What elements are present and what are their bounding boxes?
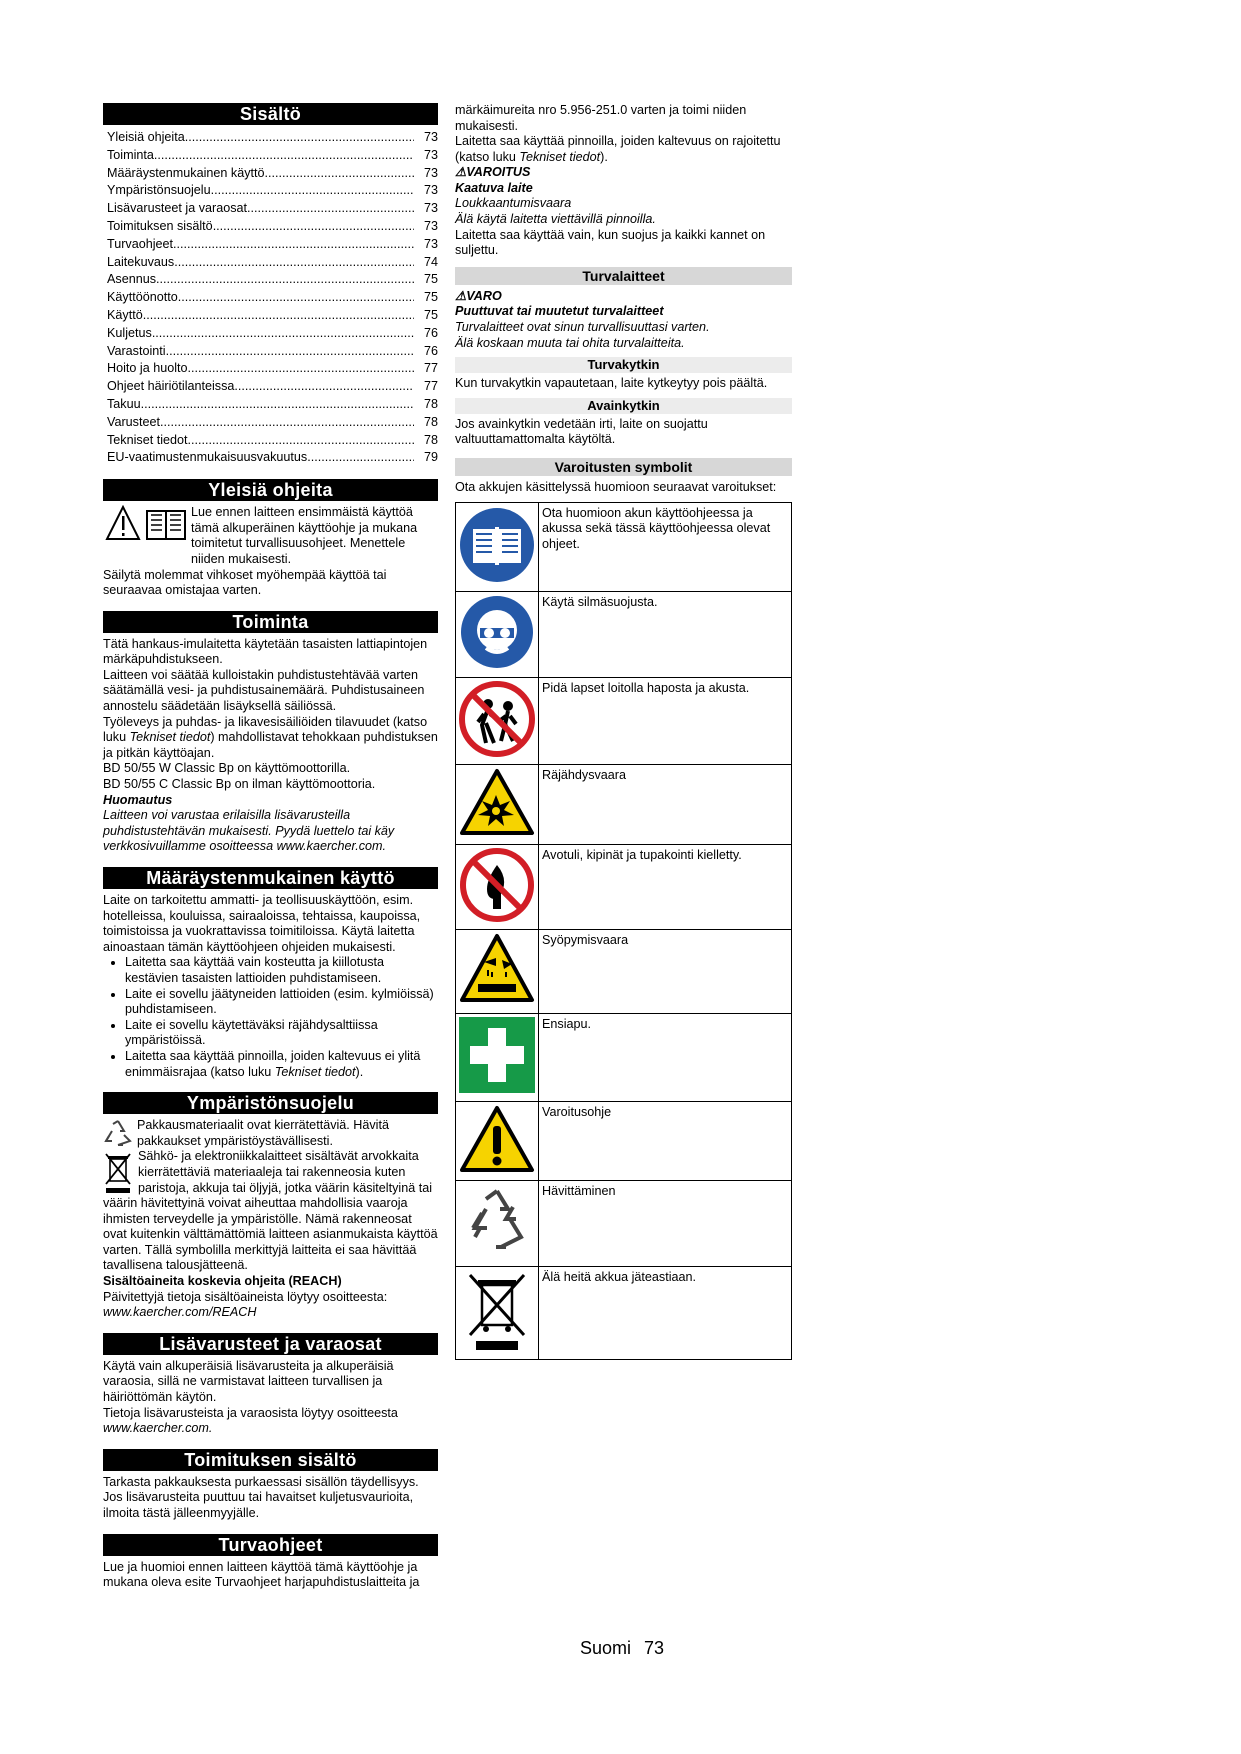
toc-entry-label: Takuu	[107, 396, 141, 411]
warning-read-manual-icon	[105, 505, 191, 543]
caution-title: Puuttuvat tai muutetut turvalaitteet	[455, 304, 664, 319]
general-heading: Yleisiä ohjeita	[103, 479, 438, 501]
toc-entry-label: Hoito ja huolto	[107, 361, 188, 376]
safety-p2-end: ).	[600, 149, 608, 164]
warning-symbols-heading: Varoitusten symbolit	[455, 458, 792, 476]
symbol-cell	[456, 1266, 539, 1360]
function-paragraph-2: Laitteen voi säätää kulloistakin puhdistustehtävää varten säätämällä vesi- ja puhdistusainemäärä. Puhdistusaineen annostelu säädetään lisäyksellä säiliössä.	[103, 667, 425, 714]
toc-entry-label: Tekniset tiedot	[107, 432, 188, 447]
toc-entry-label: Määräystenmukainen käyttö	[107, 165, 265, 180]
accessories-heading: Lisävarusteet ja varaosat	[103, 1333, 438, 1355]
toc-leader-dots	[174, 254, 414, 272]
intended-use-heading: Määräystenmukainen käyttö	[103, 867, 438, 889]
intended-bullet-1: • Laitetta saa käyttää vain kosteutta ja kiillotusta kestävien tasaisten lattioiden puhdistamiseen.	[125, 955, 438, 986]
toc-leader-dots	[173, 236, 414, 254]
safety-p2-reference: Tekniset tiedot	[519, 149, 601, 164]
toc-entry[interactable]	[107, 307, 438, 325]
toc-heading: Sisältö	[103, 103, 438, 125]
recycling-icon	[456, 1181, 538, 1261]
intended-bullet-list	[103, 955, 438, 1080]
symbol-text: Pidä lapset loitolla haposta ja akusta.	[539, 677, 792, 765]
toc-entry[interactable]	[107, 182, 438, 200]
toc-entry-page: 77	[423, 361, 438, 376]
toc-entry[interactable]	[107, 325, 438, 343]
reach-title: Sisältöaineita koskevia ohjeita (REACH)	[103, 1274, 342, 1289]
eye-protection-icon	[456, 592, 538, 672]
table-row	[456, 502, 792, 592]
toc-entry-label: Toimituksen sisältö	[107, 218, 213, 233]
safety-devices-heading: Turvalaitteet	[455, 267, 792, 285]
toc-entry-page: 73	[423, 236, 438, 251]
function-paragraph-1: Tätä hankaus-imulaitetta käytetään tasaisten lattiapintojen märkäpuhdistukseen.	[103, 636, 428, 667]
symbol-cell	[456, 1014, 539, 1102]
table-of-contents	[103, 129, 438, 467]
warning-text: Älä käytä laitetta viettävillä pinnoilla.	[455, 211, 656, 226]
toc-leader-dots	[152, 325, 414, 343]
warning-symbols-intro: Ota akkujen käsittelyssä huomioon seuraavat varoitukset:	[455, 479, 777, 494]
toc-entry-page: 78	[423, 396, 438, 411]
toc-entry-label: Varastointi	[107, 343, 166, 358]
toc-entry-page: 75	[423, 272, 438, 287]
caution-label: ⚠VARO	[455, 288, 502, 303]
safety-paragraph-1-continued	[455, 103, 792, 134]
symbol-text: Ota huomioon akun käyttöohjeessa ja akussa sekä tässä käyttöohjeessa olevat ohjeet.	[539, 502, 792, 592]
intended-bullet-3: • Laite ei sovellu käytettäväksi räjähdysalttiissa ympäristöissä.	[125, 1018, 438, 1049]
warning-subtitle: Loukkaantumisvaara	[455, 196, 572, 211]
warning-title: Kaatuva laite	[455, 180, 533, 195]
environment-paragraph-1: Pakkausmateriaalit ovat kierrätettäviä. Hävitä pakkaukset ympäristöystävällisesti.	[137, 1118, 389, 1148]
page-footer	[580, 1638, 672, 1659]
toc-entry[interactable]	[107, 449, 438, 467]
toc-entry[interactable]	[107, 414, 438, 432]
accessories-link[interactable]: www.kaercher.com.	[103, 1421, 213, 1436]
function-heading: Toiminta	[103, 611, 438, 633]
toc-entry-label: Laitekuvaus	[107, 254, 175, 269]
table-row	[456, 765, 792, 845]
toc-leader-dots	[265, 165, 414, 183]
general-intro	[103, 505, 438, 567]
warning-icon	[456, 1102, 538, 1176]
function-note-title: Huomautus	[103, 792, 173, 807]
toc-entry[interactable]	[107, 360, 438, 378]
symbol-text: Avotuli, kipinät ja tupakointi kielletty.	[539, 844, 792, 930]
toc-entry[interactable]	[107, 343, 438, 361]
keep-children-away-icon	[456, 678, 538, 760]
toc-entry-page: 75	[423, 307, 438, 322]
toc-entry-label: Yleisiä ohjeita	[107, 130, 185, 144]
table-row	[456, 592, 792, 678]
explosion-icon	[456, 765, 538, 839]
function-note-text: Laitteen voi varustaa erilaisilla lisävarusteilla puhdistustehtävän mukaisesti. Pyydä luettelo tai käy verkkosivuillamme osoitteessa www.kaercher.com.	[103, 808, 395, 854]
toc-entry[interactable]	[107, 200, 438, 218]
toc-entry-page: 73	[423, 147, 438, 162]
environment-weee	[103, 1149, 438, 1274]
toc-leader-dots	[213, 218, 414, 236]
toc-entry-page: 79	[423, 450, 438, 465]
toc-leader-dots	[156, 271, 414, 289]
toc-leader-dots	[143, 307, 414, 325]
delivery-heading: Toimituksen sisältö	[103, 1449, 438, 1471]
toc-entry-label: Turvaohjeet	[107, 236, 174, 251]
footer-language: Suomi	[580, 1638, 632, 1658]
toc-entry[interactable]	[107, 254, 438, 272]
warning-label: ⚠VAROITUS	[455, 165, 531, 180]
safety-paragraph-2	[455, 134, 792, 165]
toc-entry-page: 73	[423, 165, 438, 180]
table-row	[456, 1266, 792, 1360]
intended-b4-start: Laitetta saa käyttää pinnoilla, joiden kaltevuus ei ylitä enimmäisrajaa (katso luku	[125, 1048, 421, 1079]
toc-entry-label: Ohjeet häiriötilanteissa	[107, 379, 235, 394]
function-paragraph-5: BD 50/55 C Classic Bp on ilman käyttömoottoria.	[103, 777, 376, 792]
toc-entry[interactable]	[107, 218, 438, 236]
toc-leader-dots	[178, 289, 414, 307]
symbol-cell	[456, 592, 539, 678]
key-switch-heading: Avainkytkin	[455, 398, 792, 414]
reach-text: Päivitettyjä tietoja sisältöaineista löytyy osoitteesta:	[103, 1289, 388, 1304]
crossed-bin-small-icon	[103, 1151, 133, 1195]
toc-entry-label: Käyttö	[107, 307, 143, 322]
toc-entry-label: Kuljetus	[107, 325, 152, 340]
toc-leader-dots	[166, 343, 414, 361]
caution-text-1: Turvalaitteet ovat sinun turvallisuuttasi varten.	[455, 319, 710, 334]
function-p3-reference: Tekniset tiedot	[129, 730, 211, 745]
symbol-cell	[456, 502, 539, 592]
general-paragraph-2: Säilytä molemmat vihkoset myöhempää käyttöä tai seuraavaa omistajaa varten.	[103, 567, 387, 598]
table-row	[456, 1181, 792, 1267]
toc-entry-label: Lisävarusteet ja varaosat	[107, 201, 248, 216]
caution-text-2: Älä koskaan muuta tai ohita turvalaitteita.	[455, 335, 685, 350]
intended-bullet-2: • Laite ei sovellu jäätyneiden lattioiden (esim. kylmiöissä) puhdistamiseen.	[125, 987, 438, 1018]
toc-entry[interactable]	[107, 271, 438, 289]
intended-paragraph-1: Laite on tarkoitettu ammatti- ja teollisuuskäyttöön, esim. hotelleissa, kouluissa, sairaaloissa, tehtaissa, kaupoissa, toimistoissa ja vuokrattavissa toimitiloissa. Käytä laitetta ainoastaan tämän käyttöohjeen ohjeiden mukaisesti.	[103, 893, 421, 954]
intended-b4-end: ).	[355, 1064, 364, 1079]
symbol-cell	[456, 844, 539, 930]
intended-bullet-4	[125, 1049, 438, 1080]
toc-entry-label: Käyttöönotto	[107, 290, 178, 305]
toc-leader-dots	[188, 432, 414, 450]
reach-link[interactable]: www.kaercher.com/REACH	[103, 1305, 257, 1320]
symbol-cell	[456, 677, 539, 765]
table-row	[456, 844, 792, 930]
toc-entry-label: EU-vaatimustenmukaisuusvakuutus	[107, 450, 308, 465]
function-paragraph-4: BD 50/55 W Classic Bp on käyttömoottorilla.	[103, 761, 351, 776]
toc-entry[interactable]	[107, 378, 438, 396]
toc-entry[interactable]	[107, 289, 438, 307]
safety-paragraph-1-start: Lue ja huomioi ennen laitteen käyttöä tämä käyttöohje ja mukana oleva esite Turvaohjeet harjapuhdistuslaitteita ja	[103, 1559, 420, 1590]
toc-entry-page: 75	[423, 290, 438, 305]
toc-leader-dots	[234, 378, 414, 396]
right-column	[455, 103, 792, 1360]
function-paragraph-3	[103, 715, 438, 762]
no-fire-icon	[456, 845, 538, 925]
environment-packaging	[103, 1118, 438, 1149]
toc-entry[interactable]	[107, 432, 438, 450]
safety-paragraph-1-overflow: märkäimureita nro 5.956-251.0 varten ja toimi niiden mukaisesti.	[455, 103, 747, 133]
symbol-text: Käytä silmäsuojusta.	[539, 592, 792, 678]
symbol-cell	[456, 1101, 539, 1181]
toc-entry-page: 73	[423, 130, 438, 144]
toc-entry-label: Ympäristönsuojelu	[107, 183, 211, 198]
delivery-paragraph-1: Tarkasta pakkauksesta purkaessasi sisällön täydellisyys. Jos lisävarusteita puuttuu tai havaitset kuljetusvaurioita, ilmoita tästä jälleenmyyjälle.	[103, 1474, 419, 1521]
function-p3-end: ) mahdollistavat tehokkaan puhdistuksen ja pitkän käyttöajan.	[103, 730, 438, 760]
recycling-small-icon	[103, 1118, 133, 1148]
accessories-paragraph-1: Käytä vain alkuperäisiä lisävarusteita ja alkuperäisiä varaosia, sillä ne varmistavat laitteen turvallisen ja häiriöttömän käytön.	[103, 1358, 394, 1405]
toc-entry-page: 76	[423, 343, 438, 358]
symbol-text: Varoitusohje	[539, 1101, 792, 1181]
toc-entry-page: 73	[423, 218, 438, 233]
corrosive-icon	[456, 930, 538, 1008]
toc-entry[interactable]	[107, 165, 438, 183]
toc-entry-label: Varusteet	[107, 414, 160, 429]
safety-switch-text: Kun turvakytkin vapautetaan, laite kytkeytyy pois päältä.	[455, 376, 768, 391]
table-row	[456, 677, 792, 765]
environment-heading: Ympäristönsuojelu	[103, 1092, 438, 1114]
symbol-cell	[456, 930, 539, 1014]
table-row	[456, 930, 792, 1014]
toc-entry-label: Toiminta	[107, 147, 154, 162]
toc-leader-dots	[247, 200, 414, 218]
toc-entry-label: Asennus	[107, 272, 157, 287]
toc-entry-page: 74	[423, 254, 438, 269]
safety-p2-start: Laitetta saa käyttää pinnoilla, joiden kaltevuus on rajoitettu (katso luku	[455, 134, 781, 164]
first-aid-icon	[456, 1014, 538, 1096]
function-p3-start: Työleveys ja puhdas- ja likavesisäiliöiden tilavuudet (katso luku	[103, 714, 428, 745]
symbol-text: Syöpymisvaara	[539, 930, 792, 1014]
toc-leader-dots	[211, 182, 414, 200]
manual-icon	[456, 503, 538, 587]
toc-entry-page: 73	[423, 201, 438, 216]
toc-leader-dots	[188, 360, 414, 378]
symbol-cell	[456, 1181, 539, 1267]
table-row	[456, 1014, 792, 1102]
toc-leader-dots	[307, 449, 414, 467]
environment-paragraph-2: Sähkö- ja elektroniikkalaitteet sisältävät arvokkaita kierrätettäviä materiaaleja tai rakenneosia kuten paristoja, akkuja tai öljyjä, jotka väärin käsiteltyinä tai väärin hävitettyinä voivat aiheuttaa mahdollisia vaaroja ihmisten terveydelle ja ympäristölle. Nämä rakenneosat ovat kuitenkin välttämättömiä laitteen asianmukaista käyttöä varten. Tällä symbolilla merkittyjä laitteita ei saa hävittää tavallisena talousjätteenä.	[103, 1149, 438, 1273]
safety-switch-heading: Turvakytkin	[455, 357, 792, 373]
left-column	[103, 103, 438, 1591]
toc-leader-dots	[160, 414, 414, 432]
accessories-paragraph-2: Tietoja lisävarusteista ja varaosista löytyy osoitteesta	[103, 1405, 398, 1420]
toc-entry[interactable]	[107, 396, 438, 414]
toc-leader-dots	[185, 129, 414, 147]
safety-heading: Turvaohjeet	[103, 1534, 438, 1556]
toc-entry[interactable]	[107, 236, 438, 254]
toc-leader-dots	[154, 147, 414, 165]
safety-paragraph-3: Laitetta saa käyttää vain, kun suojus ja kaikki kannet on suljettu.	[455, 227, 766, 258]
toc-entry[interactable]	[107, 129, 438, 147]
no-battery-bin-icon	[456, 1267, 538, 1355]
toc-entry-page: 76	[423, 325, 438, 340]
warning-symbols-table	[455, 502, 792, 1361]
footer-page-number: 73	[644, 1638, 665, 1658]
toc-entry-page: 78	[423, 432, 438, 447]
toc-leader-dots	[141, 396, 414, 414]
table-row	[456, 1101, 792, 1181]
symbol-cell	[456, 765, 539, 845]
intended-b4-reference: Tekniset tiedot	[274, 1064, 356, 1079]
general-paragraph-1: Lue ennen laitteen ensimmäistä käyttöä tämä alkuperäinen käyttöohje ja mukana toimitetut turvallisuusohjeet. Menettele niiden mukaisesti.	[191, 505, 418, 566]
symbol-text: Hävittäminen	[539, 1181, 792, 1267]
key-switch-text: Jos avainkytkin vedetään irti, laite on suojattu valtuuttamattomalta käytöltä.	[455, 416, 708, 447]
symbol-text: Älä heitä akkua jäteastiaan.	[539, 1266, 792, 1360]
toc-entry[interactable]	[107, 147, 438, 165]
symbol-text: Ensiapu.	[539, 1014, 792, 1102]
symbol-text: Räjähdysvaara	[539, 765, 792, 845]
toc-entry-page: 78	[423, 414, 438, 429]
toc-entry-page: 77	[423, 379, 438, 394]
toc-entry-page: 73	[423, 183, 438, 198]
